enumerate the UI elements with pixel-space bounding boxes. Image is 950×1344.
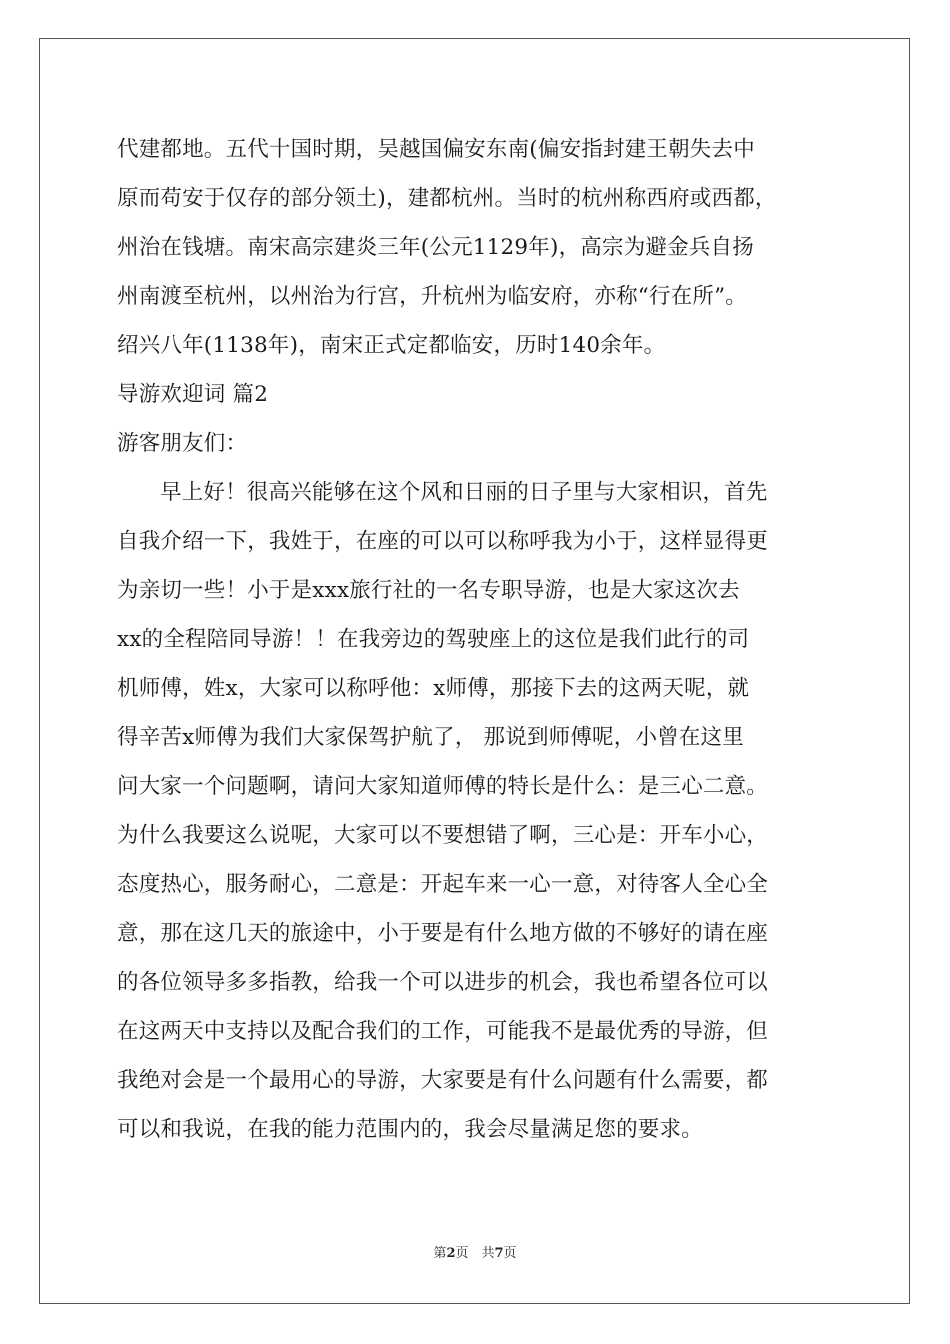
text-line: 的各位领导多多指教，给我一个可以进步的机会，我也希望各位可以 [117, 970, 769, 995]
text-line: 州南渡至杭州，以州治为行宫，升杭州为临安府，亦称“行在所”。 [117, 284, 747, 309]
footer-middle: 页 共 [455, 1246, 495, 1261]
text-line: 可以和我说，在我的能力范围内的，我会尽量满足您的要求。 [117, 1117, 703, 1142]
text-line: 代建都地。五代十国时期，吴越国偏安东南(偏安指封建王朝失去中 [117, 137, 755, 162]
text-line: xx的全程陪同导游！！在我旁边的驾驶座上的这位是我们此行的司 [117, 627, 750, 652]
text-line: 州治在钱塘。南宋高宗建炎三年(公元1129年)，高宗为避金兵自扬 [117, 235, 754, 260]
text-line: 绍兴八年(1138年)，南宋正式定都临安，历时140余年。 [117, 333, 666, 358]
greeting-line: 游客朋友们： [117, 431, 248, 456]
current-page-number: 2 [446, 1246, 456, 1261]
text-line: 自我介绍一下，我姓于，在座的可以可以称呼我为小于，这样显得更 [117, 529, 769, 554]
text-line: 意，那在这几天的旅途中，小于要是有什么地方做的不够好的请在座 [117, 921, 769, 946]
text-line: 机师傅，姓x，大家可以称呼他：x师傅，那接下去的这两天呢，就 [117, 676, 750, 701]
text-line: 为亲切一些！小于是xxx旅行社的一名专职导游，也是大家这次去 [117, 578, 740, 603]
text-line: 问大家一个问题啊，请问大家知道师傅的特长是什么：是三心二意。 [117, 774, 769, 799]
text-line: 得辛苦x师傅为我们大家保驾护航了， 那说到师傅呢，小曾在这里 [117, 725, 744, 750]
text-line: 原而苟安于仅存的部分领土)，建都杭州。当时的杭州称西府或西都， [117, 186, 777, 211]
text-line: 态度热心，服务耐心，二意是：开起车来一心一意，对待客人全心全 [117, 872, 769, 897]
footer-suffix: 页 [503, 1246, 517, 1261]
footer-prefix: 第 [433, 1246, 447, 1261]
text-line: 在这两天中支持以及配合我们的工作，可能我不是最优秀的导游，但 [117, 1019, 769, 1044]
section-heading: 导游欢迎词 篇2 [117, 382, 269, 407]
page-number-footer [0, 1246, 950, 1262]
total-page-number: 7 [494, 1246, 504, 1261]
text-line: 为什么我要这么说呢，大家可以不要想错了啊，三心是：开车小心， [117, 823, 769, 848]
document-body [117, 125, 837, 1154]
paragraph-first-line: 早上好！很高兴能够在这个风和日丽的日子里与大家相识，首先 [160, 480, 768, 505]
text-line: 我绝对会是一个最用心的导游，大家要是有什么问题有什么需要，都 [117, 1068, 769, 1093]
